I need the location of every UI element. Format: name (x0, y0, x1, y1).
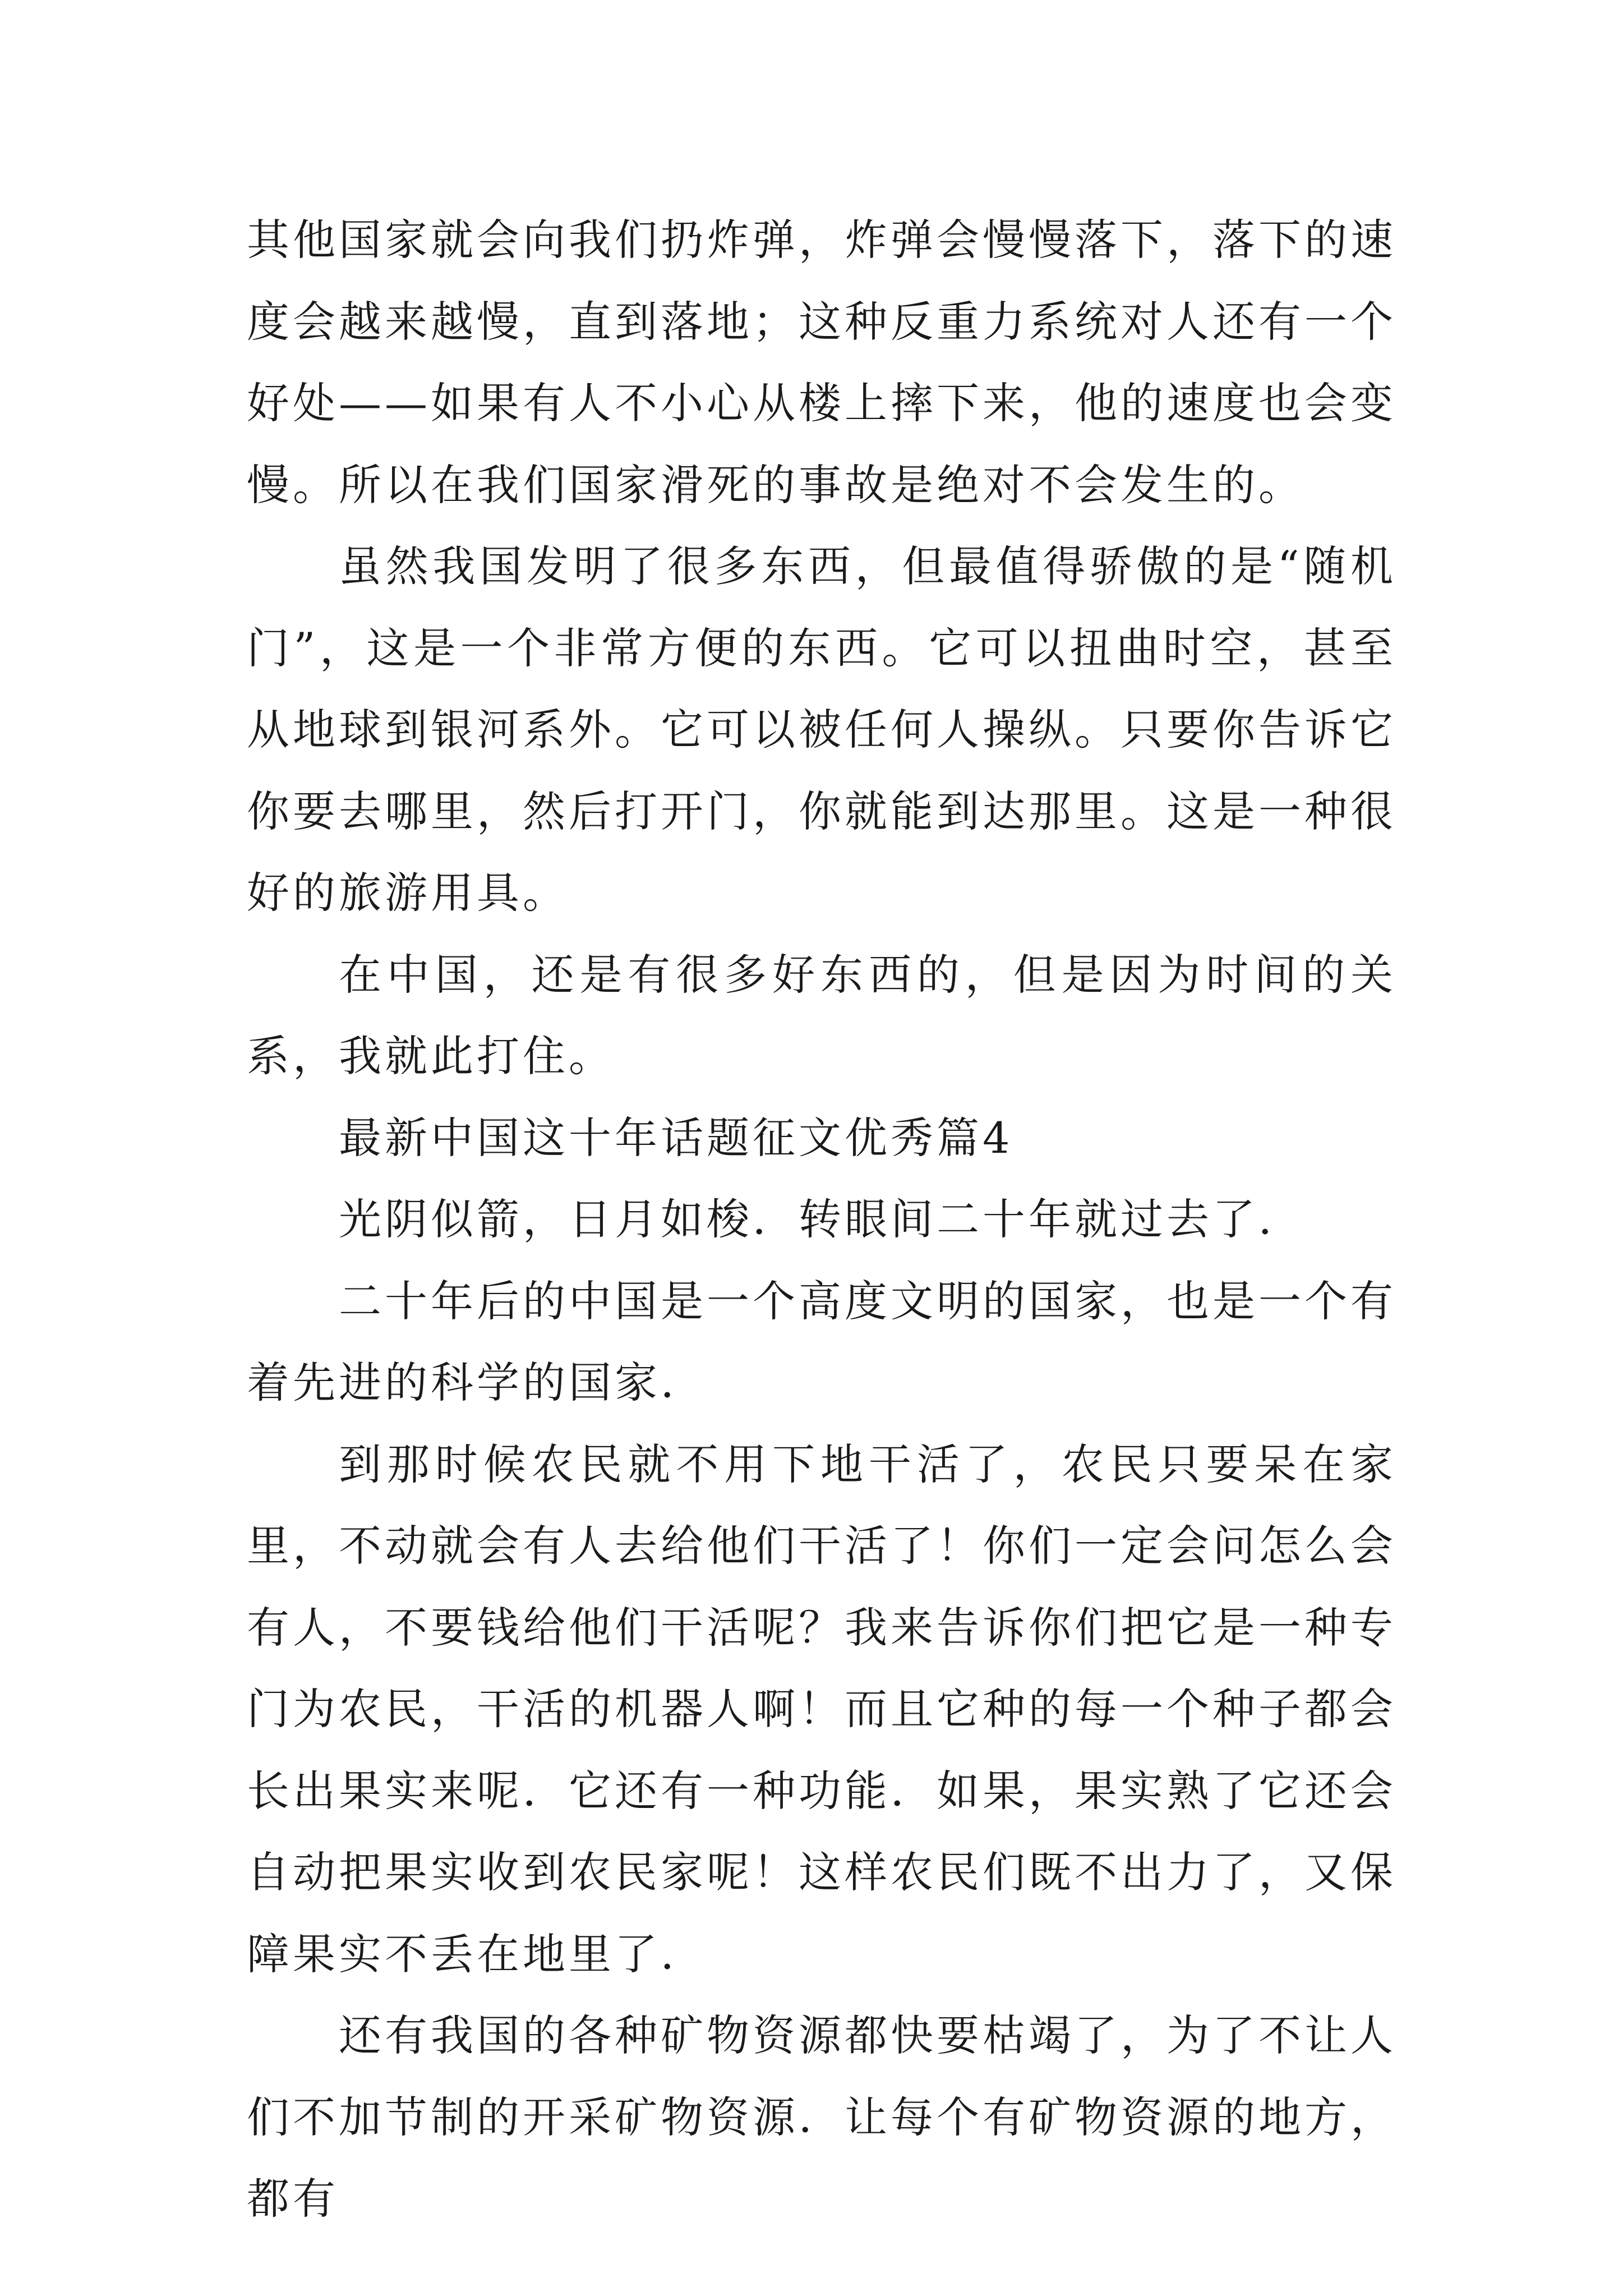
paragraph-5: 二十年后的中国是一个高度文明的国家，也是一个有着先进的科学的国家． (247, 1276, 1396, 1407)
paragraph-3: 在中国，还是有很多好东西的，但是因为时间的关系，我就此打住。 (247, 949, 1396, 1081)
paragraph-1: 其他国家就会向我们扔炸弹，炸弹会慢慢落下，落下的速度会越来越慢，直到落地；这种反重力系统对人还有一个好处——如果有人不小心从楼上摔下来，他的速度也会变慢。所以在我们国家滑死的事故是绝对不会发生的。 (247, 215, 1396, 510)
document-body (247, 199, 1396, 2240)
section-heading: 最新中国这十年话题征文优秀篇4 (339, 1112, 1013, 1163)
paragraph-2: 虽然我国发明了很多东西，但最值得骄傲的是“随机门”，这是一个非常方便的东西。它可以扭曲时空，甚至从地球到银河系外。它可以被任何人操纵。只要你告诉它你要去哪里，然后打开门，你就能到达那里。这是一种很好的旅游用具。 (247, 541, 1396, 918)
paragraph-4: 光阴似箭，日月如梭．转眼间二十年就过去了． (339, 1194, 1304, 1244)
paragraph-7: 还有我国的各种矿物资源都快要枯竭了，为了不让人们不加节制的开采矿物资源．让每个有矿物资源的地方，都有 (247, 2010, 1396, 2224)
paragraph-6: 到那时候农民就不用下地干活了，农民只要呆在家里，不动就会有人去给他们干活了！你们一定会问怎么会有人，不要钱给他们干活呢？我来告诉你们把它是一种专门为农民，干活的机器人啊！而且它种的每一个种子都会长出果实来呢．它还有一种功能．如果，果实熟了它还会自动把果实收到农民家呢！这样农民们既不出力了，又保障果实不丢在地里了． (247, 1439, 1396, 1979)
